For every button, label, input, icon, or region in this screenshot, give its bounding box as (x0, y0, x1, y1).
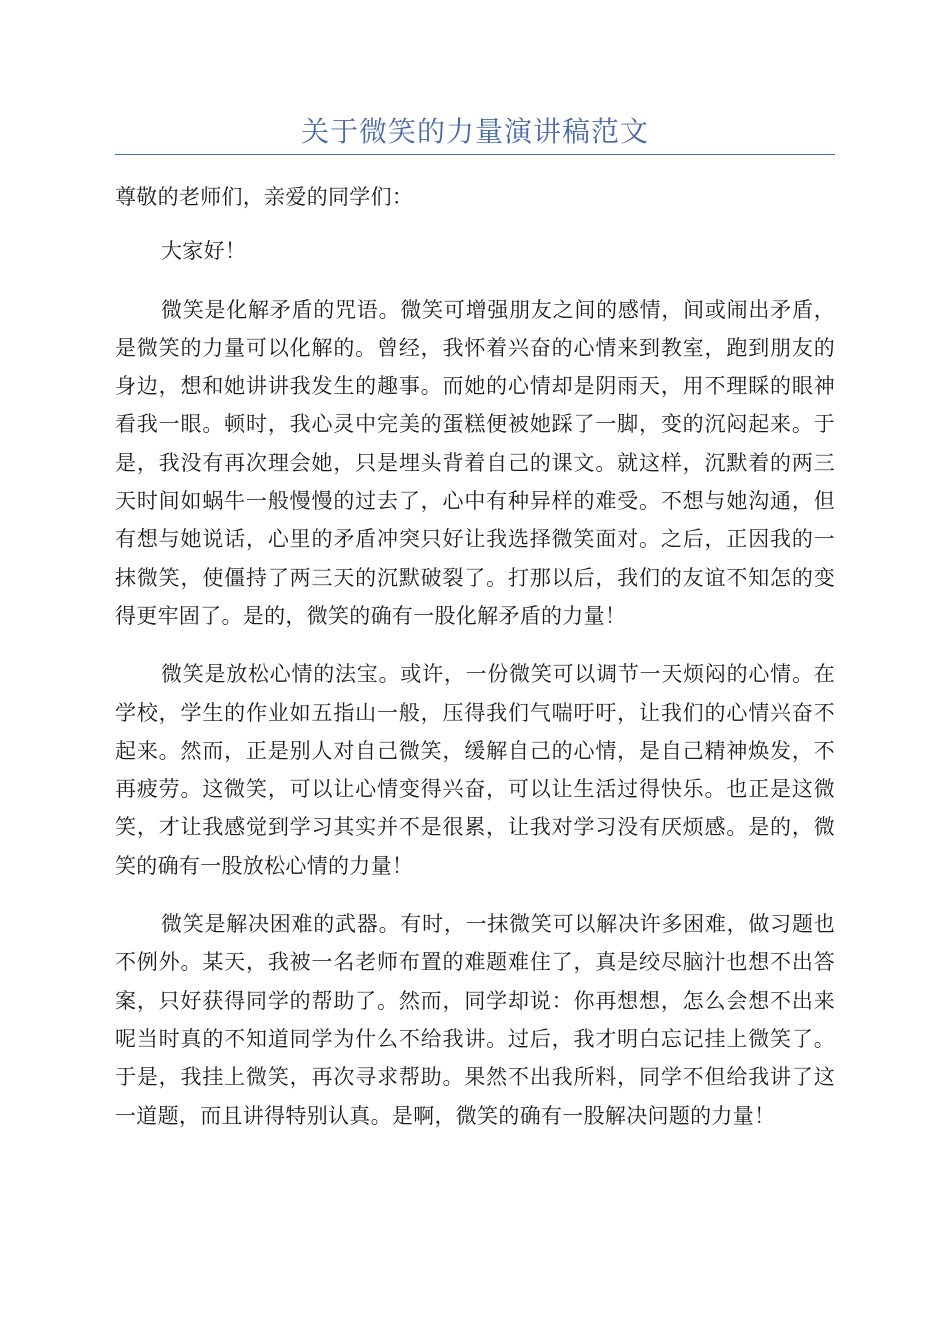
paragraph: 微笑是化解矛盾的咒语。微笑可增强朋友之间的感情，间或闹出矛盾，是微笑的力量可以化解的。曾经，我怀着兴奋的心情来到教室，跑到朋友的身边，想和她讲讲我发生的趣事。而她的心情却是阴雨天，用不理睬的眼神看我一眼。顿时，我心灵中完美的蛋糕便被她踩了一脚，变的沉闷起来。于是，我没有再次理会她，只是埋头背着自己的课文。就这样，沉默着的两三天时间如蜗牛一般慢慢的过去了，心中有种异样的难受。不想与她沟通，但有想与她说话，心里的矛盾冲突只好让我选择微笑面对。之后，正因我的一抹微笑，使僵持了两三天的沉默破裂了。打那以后，我们的友谊不知怎的变得更牢固了。是的，微笑的确有一股化解矛盾的力量！ (115, 297, 835, 628)
paragraph: 微笑是放松心情的法宝。或许，一份微笑可以调节一天烦闷的心情。在学校，学生的作业如五指山一般，压得我们气喘吁吁，让我们的心情兴奋不起来。然而，正是别人对自己微笑，缓解自己的心情，是自己精神焕发，不再疲劳。这微笑，可以让心情变得兴奋，可以让生活过得快乐。也正是这微笑，才让我感觉到学习其实并不是很累，让我对学习没有厌烦感。是的，微笑的确有一股放松心情的力量！ (115, 662, 835, 878)
salutation: 尊敬的老师们，亲爱的同学们： (115, 185, 414, 209)
document-body (115, 178, 835, 1155)
greeting: 大家好！ (161, 239, 247, 264)
document-title: 关于微笑的力量演讲稿范文 (300, 115, 649, 148)
paragraph: 微笑是解决困难的武器。有时，一抹微笑可以解决许多困难，做习题也不例外。某天，我被一名老师布置的难题难住了，真是绞尽脑汁也想不出答案，只好获得同学的帮助了。然而，同学却说：你再想想，怎么会想不出来呢当时真的不知道同学为什么不给我讲。过后，我才明白忘记挂上微笑了。于是，我挂上微笑，再次寻求帮助。果然不出我所料，同学不但给我讲了这一道题，而且讲得特别认真。是啊，微笑的确有一股解决问题的力量！ (115, 912, 835, 1128)
title-underline (115, 154, 835, 155)
